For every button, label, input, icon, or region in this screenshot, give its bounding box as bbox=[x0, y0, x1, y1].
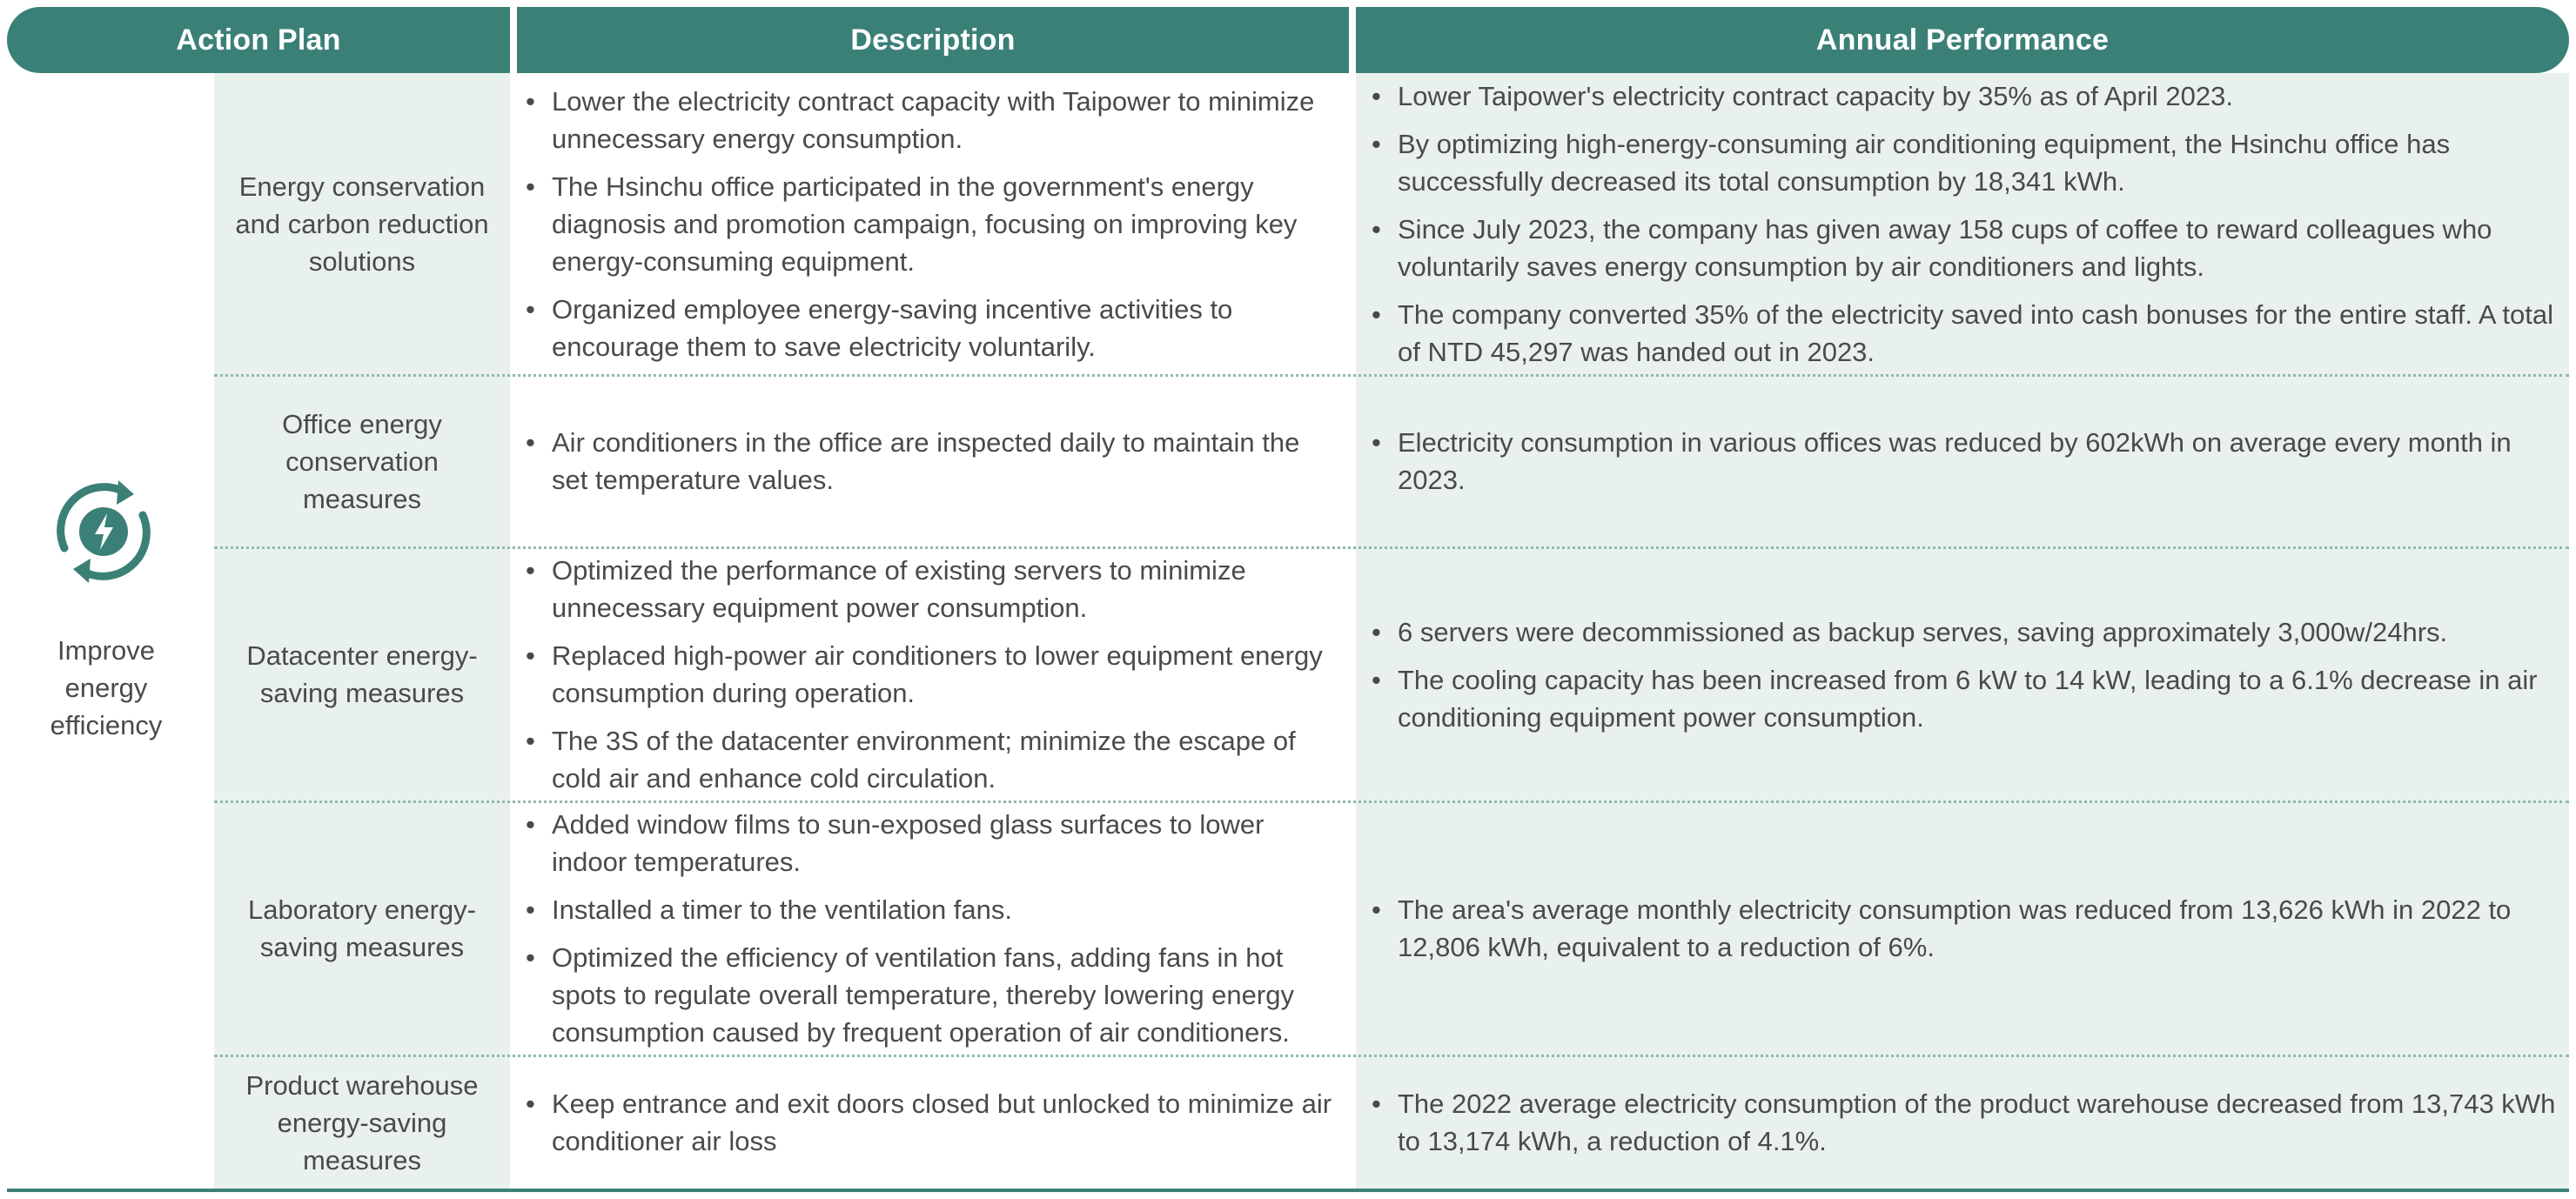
description-bullet: • Organized employee energy-saving incentive activities to encourage them to save electricity voluntarily. bbox=[552, 291, 1338, 365]
performance-bullet: • The company converted 35% of the electricity saved into cash bonuses for the entire staff. A total of NTD 45,297 was handed out in 2023. bbox=[1398, 296, 2564, 371]
performance-bullet: • The cooling capacity has been increased from 6 kW to 14 kW, leading to a 6.1% decrease in air conditioning equipment power consumption. bbox=[1398, 661, 2564, 736]
description-cell bbox=[517, 376, 1349, 546]
performance-bullet: • By optimizing high-energy-consuming air conditioning equipment, the Hsinchu office has successfully decreased its total consumption by 18,341 kWh. bbox=[1398, 125, 2564, 200]
performance-bullet: • Since July 2023, the company has given away 158 cups of coffee to reward colleagues who voluntarily saves energy consumption by air conditioners and lights. bbox=[1398, 211, 2564, 285]
category-energy-conservation: Energy conservation and carbon reduction solutions bbox=[235, 171, 489, 277]
description-bullet: • The Hsinchu office participated in the government's energy diagnosis and promotion campaign, focusing on improving key energy-consuming equipment. bbox=[552, 168, 1338, 280]
performance-cell bbox=[1356, 73, 2569, 374]
description-bullet: • Keep entrance and exit doors closed but unlocked to minimize air conditioner air loss bbox=[552, 1085, 1338, 1160]
description-bullet: • Lower the electricity contract capacity with Taipower to minimize unnecessary energy consumption. bbox=[552, 83, 1338, 157]
header-action-plan: Action Plan bbox=[7, 7, 510, 73]
performance-bullet: • The 2022 average electricity consumption of the product warehouse decreased from 13,743 kWh to 13,174 kWh, a reduction of 4.1%. bbox=[1398, 1085, 2564, 1160]
description-cell bbox=[517, 1056, 1349, 1189]
description-bullet: • Optimized the performance of existing servers to minimize unnecessary equipment power consumption. bbox=[552, 552, 1338, 626]
category-office: Office energy conservation measures bbox=[282, 408, 442, 514]
category-laboratory: Laboratory energy-saving measures bbox=[248, 894, 476, 962]
performance-bullet: • Lower Taipower's electricity contract capacity by 35% as of April 2023. bbox=[1398, 77, 2564, 115]
performance-cell bbox=[1356, 376, 2569, 546]
description-bullet: • Air conditioners in the office are inspected daily to maintain the set temperature values. bbox=[552, 424, 1338, 499]
table-bottom-rule bbox=[7, 1189, 2569, 1192]
description-bullet: • Installed a timer to the ventilation fans. bbox=[552, 891, 1338, 928]
description-bullet: • Optimized the efficiency of ventilation fans, adding fans in hot spots to regulate overall temperature, thereby lowering energy consumption caused by frequent operation of air conditioners. bbox=[552, 939, 1338, 1051]
performance-cell bbox=[1356, 548, 2569, 800]
description-cell bbox=[517, 548, 1349, 800]
performance-cell bbox=[1356, 1056, 2569, 1189]
group-label: Improve energy efficiency bbox=[50, 635, 163, 740]
header-description: Description bbox=[517, 7, 1349, 73]
energy-cycle-icon bbox=[47, 475, 160, 588]
description-bullet: • The 3S of the datacenter environment; minimize the escape of cold air and enhance cold circulation. bbox=[552, 722, 1338, 797]
performance-cell bbox=[1356, 802, 2569, 1055]
description-bullet: • Added window films to sun-exposed glass surfaces to lower indoor temperatures. bbox=[552, 806, 1338, 881]
performance-bullet: • Electricity consumption in various offices was reduced by 602kWh on average every month in 2023. bbox=[1398, 424, 2564, 499]
description-cell bbox=[517, 73, 1349, 374]
category-warehouse: Product warehouse energy-saving measures bbox=[245, 1069, 479, 1176]
description-bullet: • Replaced high-power air conditioners to lower equipment energy consumption during operation. bbox=[552, 637, 1338, 712]
header-annual-performance: Annual Performance bbox=[1356, 7, 2569, 73]
performance-bullet: • 6 servers were decommissioned as backup serves, saving approximately 3,000w/24hrs. bbox=[1398, 613, 2564, 651]
category-datacenter: Datacenter energy-saving measures bbox=[246, 640, 478, 708]
performance-bullet: • The area's average monthly electricity consumption was reduced from 13,626 kWh in 2022 to 12,806 kWh, equivalent to a reduction of 6%. bbox=[1398, 891, 2564, 966]
description-cell bbox=[517, 802, 1349, 1055]
